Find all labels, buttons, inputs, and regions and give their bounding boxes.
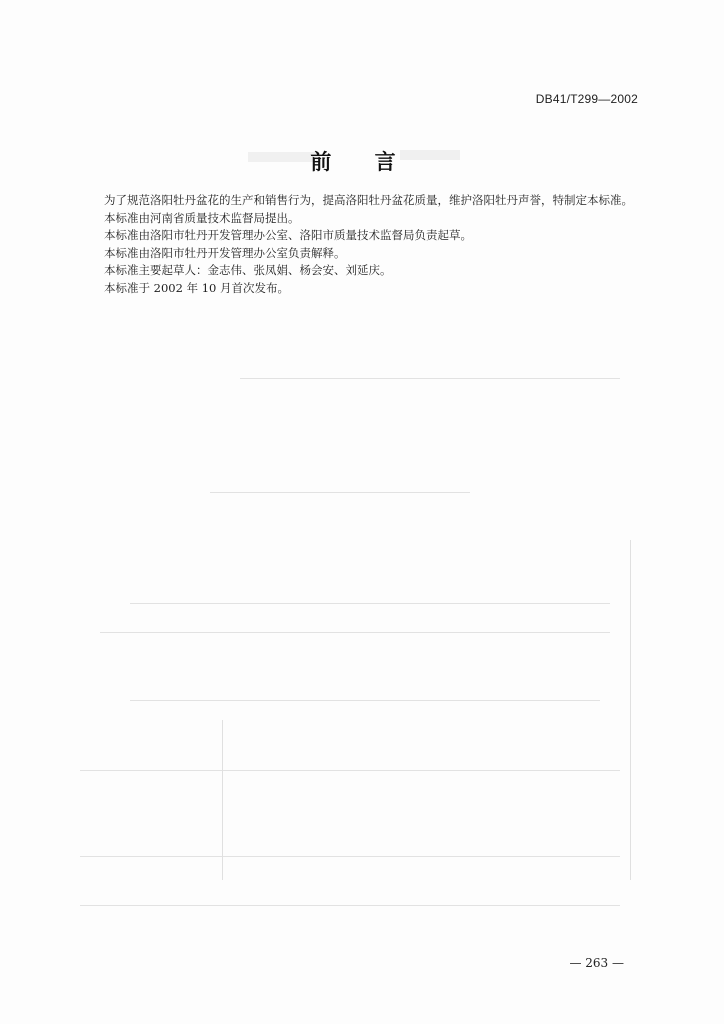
- scan-artifact: [80, 770, 620, 771]
- paragraph: 为了规范洛阳牡丹盆花的生产和销售行为，提高洛阳牡丹盆花质量，维护洛阳牡丹声誉，特制定本标准。: [104, 193, 633, 207]
- scan-artifact: [100, 632, 610, 633]
- scan-artifact: [210, 492, 470, 493]
- paragraph: 本标准由河南省质量技术监督局提出。: [104, 210, 300, 225]
- scan-artifact: [80, 856, 620, 857]
- scan-artifact: [222, 720, 223, 880]
- page-title: 前 言: [310, 149, 414, 174]
- scan-artifact: [130, 700, 600, 701]
- scan-artifact: [240, 378, 620, 379]
- paragraph: 本标准主要起草人：金志伟、张凤娟、杨会安、刘延庆。: [104, 263, 392, 277]
- foreword-body: [84, 192, 640, 297]
- standard-code: DB41/T299—2002: [535, 92, 638, 106]
- scan-artifact: [630, 540, 631, 880]
- paragraph: 本标准由洛阳市牡丹开发管理办公室、洛阳市质量技术监督局负责起草。: [104, 228, 472, 242]
- paragraph: 本标准由洛阳市牡丹开发管理办公室负责解释。: [104, 245, 346, 260]
- scan-artifact: [130, 603, 610, 604]
- scan-artifact: [80, 905, 620, 906]
- paragraph: 本标准于 2002 年 10 月首次发布。: [104, 280, 290, 295]
- page-number: — 263 —: [569, 956, 624, 970]
